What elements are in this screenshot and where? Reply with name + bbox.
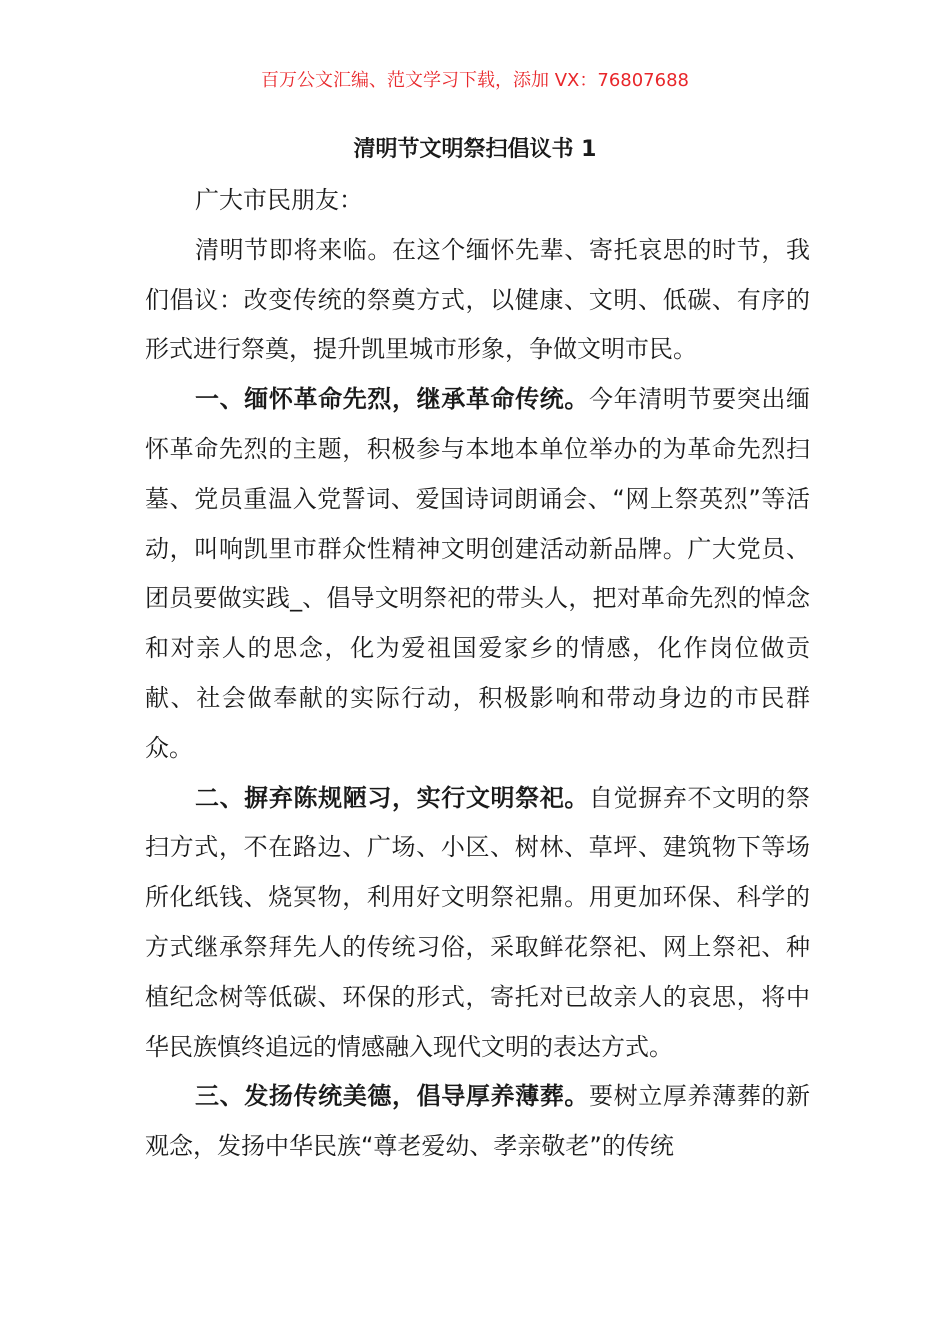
section-3-text: 要树立厚养薄葬的新观念，发扬中华民族“尊老爱幼、孝亲敬老”的传统 — [145, 1082, 810, 1161]
section-3-paragraph — [145, 1072, 810, 1172]
section-1-heading: 一、缅怀革命先烈，继承革命传统。 — [195, 385, 589, 414]
document-body — [145, 176, 810, 1172]
header-download-note: 百万公文汇编、范文学习下载，添加 VX：76807688 — [261, 70, 689, 91]
section-2-paragraph — [145, 774, 810, 1073]
section-3-heading: 三、发扬传统美德，倡导厚养薄葬。 — [195, 1082, 589, 1111]
salutation: 广大市民朋友： — [195, 186, 363, 214]
section-1-text: 今年清明节要突出缅怀革命先烈的主题，积极参与本地本单位举办的为革命先烈扫墓、党员重温入党誓词、爱国诗词朗诵会、“网上祭英烈”等活动，叫响凯里市群众性精神文明创建活动新品牌。广大党员、团员要做实践_、倡导文明祭祀的带头人，把对革命先烈的悼念和对亲人的思念，化为爱祖国爱家乡的情感，化作岗位做贡献、社会做奉献的实际行动，积极影响和带动身边的市民群众。 — [145, 385, 810, 762]
section-2-heading: 二、摒弃陈规陋习，实行文明祭祀。 — [195, 783, 589, 812]
document-title: 清明节文明祭扫倡议书 1 — [353, 137, 597, 162]
section-1-paragraph — [145, 375, 810, 773]
section-2-text: 自觉摒弃不文明的祭扫方式，不在路边、广场、小区、树林、草坪、建筑物下等场所化纸钱、烧冥物，利用好文明祭祀鼎。用更加环保、科学的方式继承祭拜先人的传统习俗，采取鲜花祭祀、网上祭祀、种植纪念树等低碳、环保的形式，寄托对已故亲人的哀思，将中华民族慎终追远的情感融入现代文明的表达方式。 — [145, 783, 810, 1061]
intro-paragraph: 清明节即将来临。在这个缅怀先辈、寄托哀思的时节，我们倡议：改变传统的祭奠方式，以健康、文明、低碳、有序的形式进行祭奠，提升凯里城市形象，争做文明市民。 — [145, 235, 810, 364]
